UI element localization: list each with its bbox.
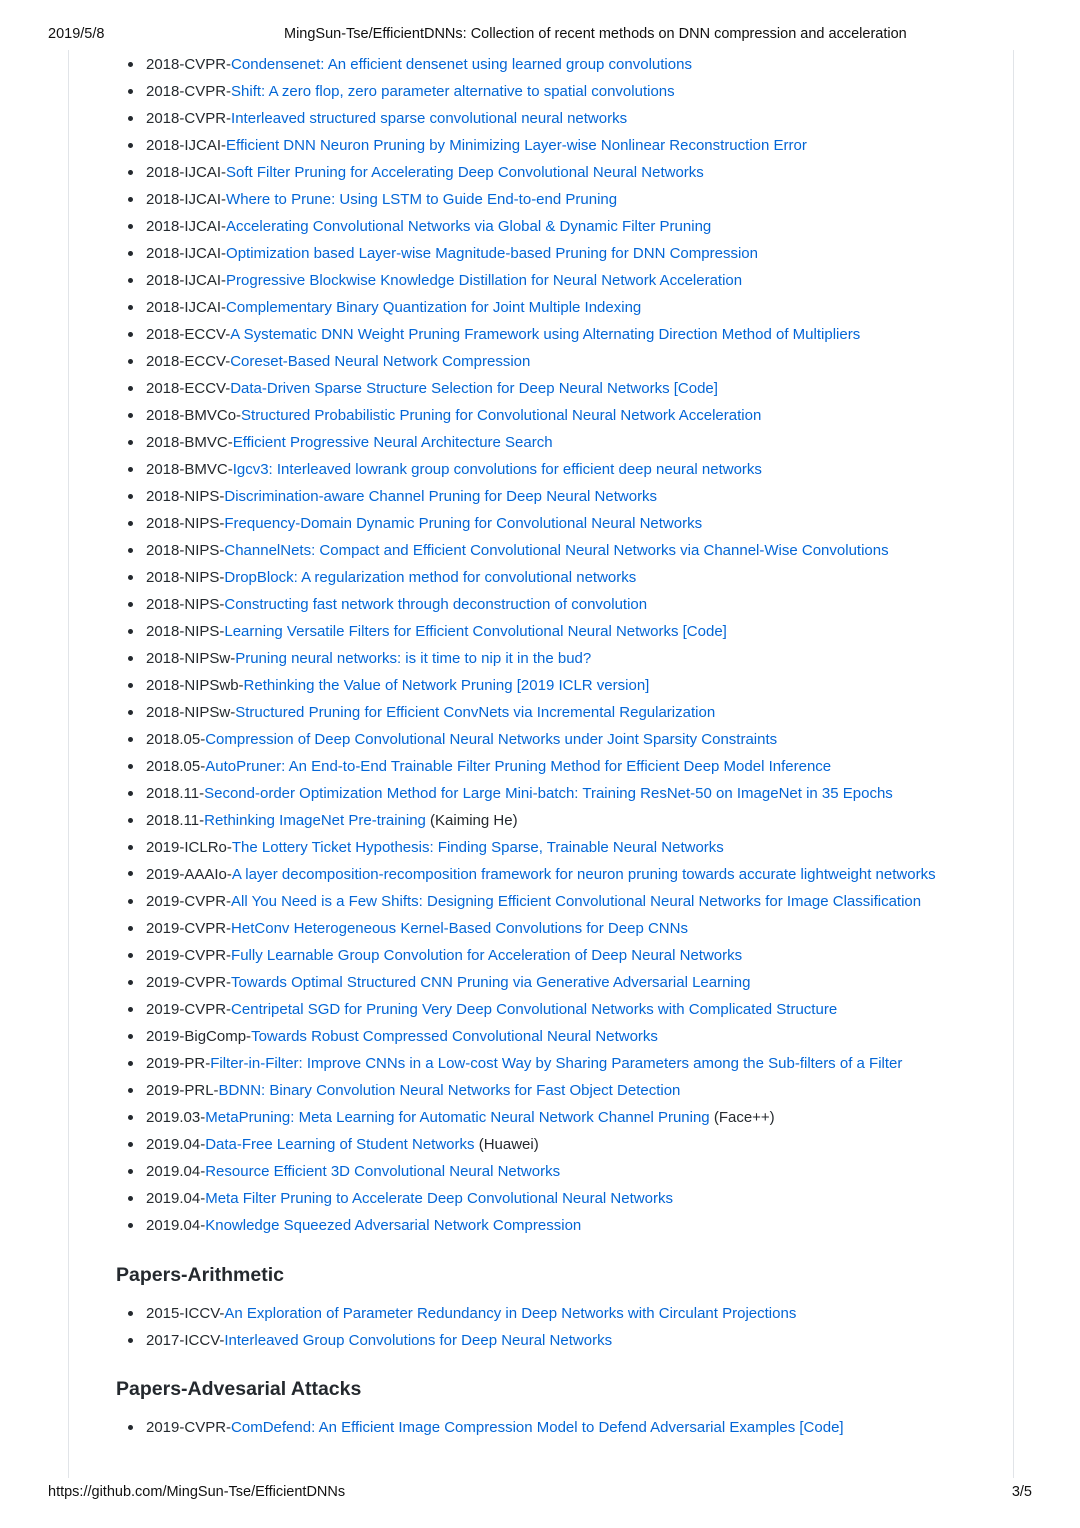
paper-note: (Kaiming He) — [425, 812, 518, 829]
paper-venue-prefix: 2019.04- — [146, 1136, 206, 1153]
paper-title-link[interactable]: Compression of Deep Convolutional Neural Networks under Joint Sparsity Constraints — [205, 731, 778, 748]
paper-title-link[interactable]: The Lottery Ticket Hypothesis: Finding Sparse, Trainable Neural Networks — [231, 839, 724, 856]
paper-venue-prefix: 2019-PRL- — [146, 1082, 219, 1099]
paper-venue-prefix: 2018-NIPS- — [146, 569, 225, 586]
paper-title-link[interactable]: ChannelNets: Compact and Efficient Convolutional Neural Networks via Channel-Wise Convolutions — [224, 542, 889, 559]
paper-venue-prefix: 2019.04- — [146, 1190, 206, 1207]
paper-list-item — [0, 996, 1080, 1023]
paper-venue-prefix: 2019-CVPR- — [146, 893, 232, 910]
paper-note: (Face++) — [709, 1109, 775, 1126]
paper-list-item — [0, 348, 1080, 375]
paper-list-item — [0, 321, 1080, 348]
paper-venue-prefix: 2019-PR- — [146, 1055, 211, 1072]
paper-venue-prefix: 2019.04- — [146, 1217, 206, 1234]
paper-title-link[interactable]: AutoPruner: An End-to-End Trainable Filter Pruning Method for Efficient Deep Model Inference — [205, 758, 832, 775]
paper-venue-prefix: 2018-BMVC- — [146, 461, 233, 478]
paper-title-link[interactable]: Resource Efficient 3D Convolutional Neural Networks — [205, 1163, 561, 1180]
paper-list-item — [0, 1212, 1080, 1239]
paper-title-link[interactable]: Shift: A zero flop, zero parameter alternative to spatial convolutions — [231, 83, 675, 100]
print-page-title: MingSun-Tse/EfficientDNNs: Collection of recent methods on DNN compression and acceleration — [284, 26, 907, 42]
paper-venue-prefix: 2018-NIPS- — [146, 623, 225, 640]
paper-list-item — [0, 807, 1080, 834]
paper-title-link[interactable]: Structured Pruning for Efficient ConvNets via Incremental Regularization — [235, 704, 716, 721]
paper-venue-prefix: 2018-CVPR- — [146, 56, 232, 73]
paper-list-item — [0, 1185, 1080, 1212]
paper-venue-prefix: 2018-ECCV- — [146, 326, 231, 343]
paper-title-link[interactable]: A Systematic DNN Weight Pruning Framework using Alternating Direction Method of Multipliers — [230, 326, 861, 343]
paper-list-item — [0, 402, 1080, 429]
paper-title-link[interactable]: Condensenet: An efficient densenet using learned group convolutions — [231, 56, 692, 73]
paper-list-item — [0, 78, 1080, 105]
paper-list-item — [0, 240, 1080, 267]
paper-title-link[interactable]: Igcv3: Interleaved lowrank group convolutions for efficient deep neural networks — [232, 461, 762, 478]
print-page-number: 3/5 — [1011, 1484, 1032, 1500]
paper-title-link[interactable]: Pruning neural networks: is it time to nip it in the bud? — [235, 650, 592, 667]
paper-title-link[interactable]: Discrimination-aware Channel Pruning for Deep Neural Networks — [224, 488, 658, 505]
paper-title-link[interactable]: Towards Optimal Structured CNN Pruning via Generative Adversarial Learning — [231, 974, 751, 991]
paper-venue-prefix: 2018-NIPSw- — [146, 704, 236, 721]
paper-list-item — [0, 294, 1080, 321]
paper-list-item — [0, 1414, 1080, 1441]
paper-venue-prefix: 2018-NIPS- — [146, 488, 225, 505]
paper-venue-prefix: 2018-IJCAI- — [146, 218, 227, 235]
paper-venue-prefix: 2018-NIPS- — [146, 542, 225, 559]
paper-venue-prefix: 2018-NIPS- — [146, 596, 225, 613]
paper-title-link[interactable]: Fully Learnable Group Convolution for Acceleration of Deep Neural Networks — [231, 947, 743, 964]
paper-title-link[interactable]: Data-Free Learning of Student Networks — [205, 1136, 475, 1153]
paper-note: (Huawei) — [474, 1136, 539, 1153]
paper-venue-prefix: 2018-BMVCo- — [146, 407, 242, 424]
paper-list-item — [0, 105, 1080, 132]
paper-title-link[interactable]: Structured Probabilistic Pruning for Convolutional Neural Network Acceleration — [241, 407, 762, 424]
paper-title-link[interactable]: Rethinking the Value of Network Pruning [2019 ICLR version] — [243, 677, 650, 694]
paper-venue-prefix: 2019.03- — [146, 1109, 206, 1126]
paper-title-link[interactable]: Towards Robust Compressed Convolutional Neural Networks — [251, 1028, 658, 1045]
paper-title-link[interactable]: Rethinking ImageNet Pre-training — [204, 812, 426, 829]
paper-list-item — [0, 942, 1080, 969]
paper-list-item — [0, 1104, 1080, 1131]
paper-venue-prefix: 2019-ICLRo- — [146, 839, 232, 856]
paper-venue-prefix: 2018-IJCAI- — [146, 137, 227, 154]
paper-title-link[interactable]: HetConv Heterogeneous Kernel-Based Convolutions for Deep CNNs — [231, 920, 688, 937]
paper-title-link[interactable]: Where to Prune: Using LSTM to Guide End-to-end Pruning — [226, 191, 618, 208]
paper-list-item — [0, 915, 1080, 942]
paper-list-item — [0, 564, 1080, 591]
paper-list-item — [0, 753, 1080, 780]
paper-title-link[interactable]: All You Need is a Few Shifts: Designing Efficient Convolutional Neural Networks for Image Classification — [231, 893, 922, 910]
paper-list-item — [0, 726, 1080, 753]
paper-list-item — [0, 510, 1080, 537]
paper-list-item — [0, 780, 1080, 807]
paper-title-link[interactable]: Efficient Progressive Neural Architecture Search — [232, 434, 553, 451]
paper-venue-prefix: 2018.05- — [146, 758, 206, 775]
paper-venue-prefix: 2019-CVPR- — [146, 947, 232, 964]
paper-title-link[interactable]: Knowledge Squeezed Adversarial Network Compression — [205, 1217, 582, 1234]
paper-title-link[interactable]: Efficient DNN Neuron Pruning by Minimizing Layer-wise Nonlinear Reconstruction Error — [226, 137, 807, 154]
paper-list-item — [0, 267, 1080, 294]
paper-list-item — [0, 888, 1080, 915]
section-heading-adversarial: Papers-Advesarial Attacks — [116, 1378, 362, 1400]
paper-list-item — [0, 969, 1080, 996]
paper-title-link[interactable]: Constructing fast network through deconstruction of convolution — [224, 596, 648, 613]
paper-venue-prefix: 2019-AAAIo- — [146, 866, 232, 883]
paper-list-item — [0, 537, 1080, 564]
paper-title-link[interactable]: Second-order Optimization Method for Large Mini-batch: Training ResNet-50 on ImageNet in 35 Epochs — [204, 785, 893, 802]
paper-venue-prefix: 2018.11- — [146, 812, 205, 829]
paper-title-link[interactable]: Meta Filter Pruning to Accelerate Deep Convolutional Neural Networks — [205, 1190, 673, 1207]
paper-venue-prefix: 2018-ECCV- — [146, 380, 231, 397]
paper-venue-prefix: 2019.04- — [146, 1163, 206, 1180]
paper-list-item — [0, 1327, 1080, 1354]
paper-title-link[interactable]: A layer decomposition-recomposition framework for neuron pruning towards accurate lightweight networks — [231, 866, 936, 883]
paper-venue-prefix: 2018-NIPSwb- — [146, 677, 244, 694]
print-header — [48, 26, 1032, 46]
paper-list-item — [0, 672, 1080, 699]
paper-title-link[interactable]: Interleaved structured sparse convolutional neural networks — [231, 110, 628, 127]
paper-title-link[interactable]: Coreset-Based Neural Network Compression — [230, 353, 531, 370]
paper-venue-prefix: 2018-BMVC- — [146, 434, 233, 451]
paper-title-link[interactable]: ComDefend: An Efficient Image Compression Model to Defend Adversarial Examples [Code] — [231, 1419, 844, 1436]
paper-title-link[interactable]: Filter-in-Filter: Improve CNNs in a Low-cost Way by Sharing Parameters among the Sub-filters of a Filter — [210, 1055, 903, 1072]
papers-list — [0, 51, 1080, 1239]
paper-title-link[interactable]: Frequency-Domain Dynamic Pruning for Convolutional Neural Networks — [224, 515, 703, 532]
paper-list-item — [0, 186, 1080, 213]
paper-venue-prefix: 2018.05- — [146, 731, 206, 748]
paper-title-link[interactable]: Soft Filter Pruning for Accelerating Deep Convolutional Neural Networks — [226, 164, 704, 181]
paper-list-item — [0, 51, 1080, 78]
paper-list-item — [0, 834, 1080, 861]
paper-venue-prefix: 2018-IJCAI- — [146, 272, 227, 289]
paper-list-item — [0, 1300, 1080, 1327]
papers-arithmetic-list — [0, 1300, 1080, 1354]
paper-list-item — [0, 1131, 1080, 1158]
paper-venue-prefix: 2018-ECCV- — [146, 353, 231, 370]
print-date: 2019/5/8 — [48, 26, 105, 42]
paper-venue-prefix: 2018-IJCAI- — [146, 164, 227, 181]
paper-list-item — [0, 1023, 1080, 1050]
paper-title-link[interactable]: Accelerating Convolutional Networks via Global & Dynamic Filter Pruning — [226, 218, 712, 235]
readme-content — [0, 51, 1080, 1441]
paper-list-item — [0, 456, 1080, 483]
papers-adversarial-list — [0, 1414, 1080, 1441]
paper-title-link[interactable]: Optimization based Layer-wise Magnitude-based Pruning for DNN Compression — [226, 245, 758, 262]
paper-list-item — [0, 375, 1080, 402]
paper-title-link[interactable]: BDNN: Binary Convolution Neural Networks for Fast Object Detection — [218, 1082, 681, 1099]
paper-title-link[interactable]: Centripetal SGD for Pruning Very Deep Convolutional Networks with Complicated Structure — [231, 1001, 838, 1018]
paper-venue-prefix: 2018-CVPR- — [146, 110, 232, 127]
paper-title-link[interactable]: DropBlock: A regularization method for convolutional networks — [224, 569, 637, 586]
paper-list-item — [0, 618, 1080, 645]
paper-title-link[interactable]: Data-Driven Sparse Structure Selection for Deep Neural Networks [Code] — [230, 380, 718, 397]
paper-venue-prefix: 2019-CVPR- — [146, 1001, 232, 1018]
paper-list-item — [0, 213, 1080, 240]
paper-list-item — [0, 1077, 1080, 1104]
paper-list-item — [0, 483, 1080, 510]
paper-venue-prefix: 2019-CVPR- — [146, 974, 232, 991]
paper-list-item — [0, 1050, 1080, 1077]
print-footer — [48, 1484, 1032, 1504]
paper-venue-prefix: 2019-CVPR- — [146, 1419, 232, 1436]
paper-list-item — [0, 159, 1080, 186]
paper-venue-prefix: 2018-NIPS- — [146, 515, 225, 532]
paper-title-link[interactable]: MetaPruning: Meta Learning for Automatic Neural Network Channel Pruning — [205, 1109, 710, 1126]
paper-venue-prefix: 2019-BigComp- — [146, 1028, 252, 1045]
section-heading-arithmetic: Papers-Arithmetic — [116, 1264, 284, 1286]
paper-title-link[interactable]: Learning Versatile Filters for Efficient Convolutional Neural Networks [Code] — [224, 623, 727, 640]
paper-list-item — [0, 699, 1080, 726]
paper-venue-prefix: 2019-CVPR- — [146, 920, 232, 937]
paper-venue-prefix: 2015-ICCV- — [146, 1305, 225, 1322]
paper-venue-prefix: 2018-CVPR- — [146, 83, 232, 100]
paper-venue-prefix: 2017-ICCV- — [146, 1332, 225, 1349]
paper-list-item — [0, 429, 1080, 456]
paper-list-item — [0, 591, 1080, 618]
paper-title-link[interactable]: Complementary Binary Quantization for Joint Multiple Indexing — [226, 299, 642, 316]
paper-title-link[interactable]: An Exploration of Parameter Redundancy in Deep Networks with Circulant Projections — [224, 1305, 797, 1322]
paper-title-link[interactable]: Interleaved Group Convolutions for Deep Neural Networks — [224, 1332, 613, 1349]
paper-venue-prefix: 2018-NIPSw- — [146, 650, 236, 667]
paper-list-item — [0, 645, 1080, 672]
paper-title-link[interactable]: Progressive Blockwise Knowledge Distillation for Neural Network Acceleration — [226, 272, 743, 289]
paper-list-item — [0, 1158, 1080, 1185]
paper-venue-prefix: 2018-IJCAI- — [146, 245, 227, 262]
paper-list-item — [0, 861, 1080, 888]
paper-list-item — [0, 132, 1080, 159]
print-url: https://github.com/MingSun-Tse/EfficientDNNs — [48, 1484, 346, 1500]
paper-venue-prefix: 2018-IJCAI- — [146, 299, 227, 316]
paper-venue-prefix: 2018.11- — [146, 785, 205, 802]
paper-venue-prefix: 2018-IJCAI- — [146, 191, 227, 208]
